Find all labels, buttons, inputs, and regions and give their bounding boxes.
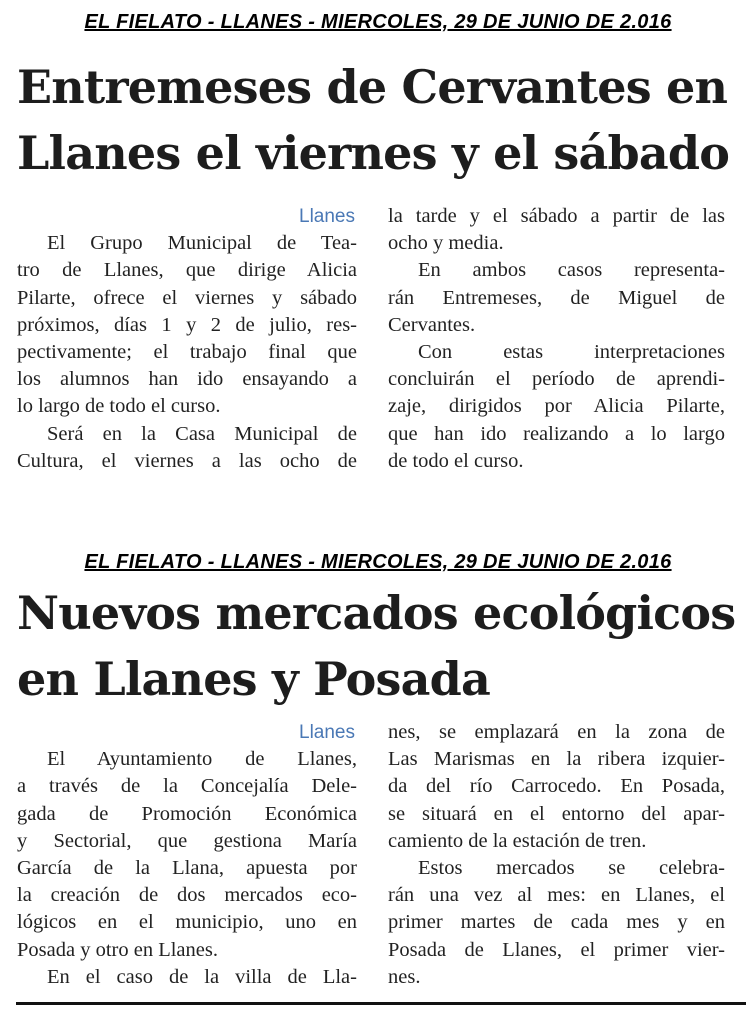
text-line: próximos, días 1 y 2 de julio, res- [17,313,357,336]
text-line: En el caso de la villa de Lla- [47,965,357,988]
text-line: da del río Carrocedo. En Posada, [388,775,725,798]
text-line: Con estas interpretaciones [418,341,725,364]
text-line: El Ayuntamiento de Llanes, [47,748,357,771]
headline [17,54,747,186]
article-column-left [17,719,357,991]
text-line: rán Entremeses, de Miguel de [388,286,725,309]
text-line: lógicos en el municipio, uno en [17,911,357,934]
text-line: que han ido realizando a lo largo [388,422,725,445]
text-line: gada de Promoción Económica [17,802,357,825]
text-line: los alumnos han ido ensayando a [17,368,357,391]
text-line: camiento de la estación de tren. [388,829,647,852]
text-line: ocho y media. [388,232,504,255]
publication-header: EL FIELATO - LLANES - MIERCOLES, 29 DE JUNIO DE 2.016 [84,551,672,573]
headline-line-1: Entremeses de Cervantes en [17,60,728,114]
text-line: a través de la Concejalía Dele- [17,775,357,798]
headline-line-1: Nuevos mercados ecológicos [17,586,736,640]
text-line: Pilarte, ofrece el viernes y sábado [17,286,357,309]
text-line: pectivamente; el trabajo final que [17,341,357,364]
headline-line-2: Llanes el viernes y el sábado [17,126,730,180]
text-line: de todo el curso. [388,449,524,472]
text-line: El Grupo Municipal de Tea- [47,232,357,255]
text-line: se situará en el entorno del apar- [388,802,725,825]
text-line: nes, se emplazará en la zona de [388,721,725,743]
text-line: concluirán el período de aprendi- [388,368,725,391]
text-line: tro de Llanes, que dirige Alicia [17,259,357,282]
text-line: Posada y otro en Llanes. [17,938,218,961]
text-line: la tarde y el sábado a partir de las [388,205,725,227]
dateline: Llanes [299,722,355,743]
text-line: Será en la Casa Municipal de [47,422,357,445]
text-line: primer martes de cada mes y en [388,911,725,934]
text-line: zaje, dirigidos por Alicia Pilarte, [388,395,725,418]
bottom-rule [16,1002,746,1005]
text-line: Cultura, el viernes a las ocho de [17,449,357,472]
text-line: Cervantes. [388,313,476,336]
text-line: y Sectorial, que gestiona María [17,829,357,852]
text-line: García de la Llana, apuesta por [17,857,357,880]
publication-header: EL FIELATO - LLANES - MIERCOLES, 29 DE JUNIO DE 2.016 [84,11,672,33]
article-column-right [388,719,725,991]
text-line: Estos mercados se celebra- [418,857,725,880]
dateline: Llanes [299,206,355,227]
headline [17,580,747,712]
text-line: Las Marismas en la ribera izquier- [388,748,725,771]
article-column-right [388,203,725,475]
text-line: En ambos casos representa- [418,259,725,282]
text-line: Posada de Llanes, el primer vier- [388,938,725,961]
headline-line-2: en Llanes y Posada [17,652,491,706]
text-line: lo largo de todo el curso. [17,395,221,418]
text-line: la creación de dos mercados eco- [17,884,357,907]
article-column-left [17,203,357,475]
text-line: rán una vez al mes: en Llanes, el [388,884,725,907]
text-line: nes. [388,965,421,988]
